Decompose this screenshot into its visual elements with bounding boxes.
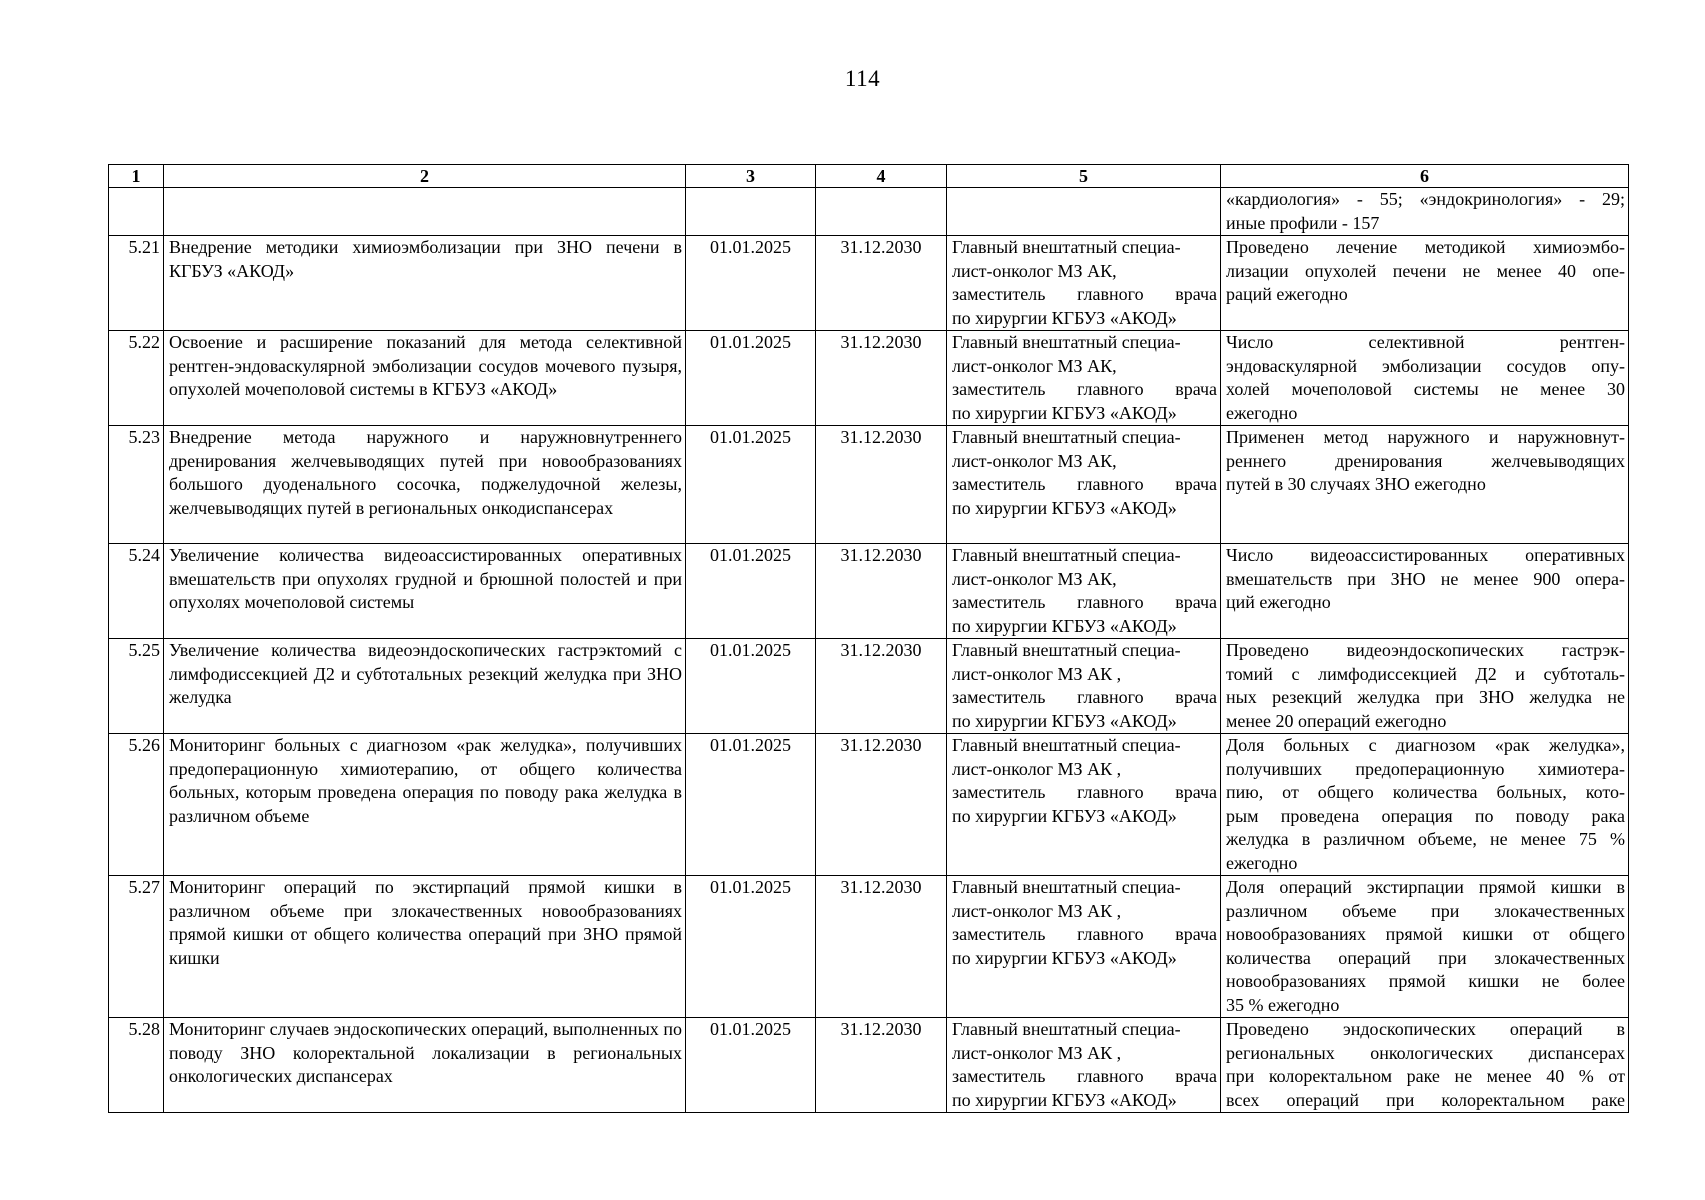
- result-line: томий с лимфодиссекцией Д2 и субтоталь-: [1226, 663, 1625, 684]
- result-line: при колоректальном раке не менее 40 % от: [1226, 1066, 1625, 1086]
- cell-start: 01.01.2025: [686, 331, 816, 426]
- cell-end: 31.12.2030: [816, 639, 947, 734]
- cell-end: 31.12.2030: [816, 426, 947, 544]
- responsible-line: по хирургии КГБУЗ «АКОД»: [952, 947, 1177, 968]
- cell-result: [1221, 639, 1629, 734]
- header-col-1: 1: [109, 165, 164, 188]
- result-line: путей в 30 случаях ЗНО ежегодно: [1226, 474, 1486, 494]
- cell-end: 31.12.2030: [816, 1018, 947, 1113]
- responsible-line: заместитель главного врача: [952, 687, 1217, 707]
- cell-result: [1221, 1018, 1629, 1113]
- cell-measure: Внедрение методики химиоэмболизации при ЗНО печени в КГБУЗ «АКОД»: [164, 236, 686, 331]
- cell-num: 5.23: [109, 426, 164, 544]
- responsible-line: лист-онколог МЗ АК,: [952, 450, 1117, 471]
- cell-num: 5.21: [109, 236, 164, 331]
- responsible-line: лист-онколог МЗ АК ,: [952, 900, 1122, 921]
- result-line: рым проведена операция по поводу рака: [1226, 805, 1625, 826]
- responsible-line: лист-онколог МЗ АК,: [952, 355, 1117, 376]
- cell-end: 31.12.2030: [816, 876, 947, 1018]
- page-number: 114: [844, 66, 881, 91]
- cell-end: 31.12.2030: [816, 544, 947, 639]
- cell-num: [109, 188, 164, 236]
- cell-responsible: [947, 639, 1221, 734]
- cell-num: 5.26: [109, 734, 164, 876]
- responsible-line: по хирургии КГБУЗ «АКОД»: [952, 710, 1177, 731]
- cell-responsible: [947, 544, 1221, 639]
- result-line: Проведено эндоскопических операций в: [1226, 1019, 1625, 1039]
- result-line: «кардиология» - 55; «эндокринология» - 29;: [1226, 189, 1625, 209]
- cell-end: 31.12.2030: [816, 331, 947, 426]
- result-line: менее 20 операций ежегодно: [1226, 710, 1447, 731]
- cell-end: 31.12.2030: [816, 236, 947, 331]
- continuation-row: [109, 188, 1629, 236]
- cell-measure: Мониторинг больных с диагнозом «рак желудка», получивших предоперационную химиотерапию, от общего количества больных, которым проведена операция по поводу рака желудка в различном объеме: [164, 734, 686, 876]
- responsible-line: по хирургии КГБУЗ «АКОД»: [952, 615, 1177, 636]
- responsible-line: Главный внештатный специа-: [952, 427, 1181, 447]
- result-line: количества операций при злокачественных: [1226, 947, 1625, 968]
- result-line: ежегодно: [1226, 852, 1298, 873]
- responsible-line: заместитель главного врача: [952, 284, 1217, 304]
- table-row: [109, 331, 1629, 426]
- responsible-line: заместитель главного врача: [952, 474, 1217, 494]
- responsible-line: заместитель главного врача: [952, 592, 1217, 612]
- responsible-line: лист-онколог МЗ АК ,: [952, 758, 1122, 779]
- header-row: [109, 165, 1629, 188]
- result-line: Число селективной рентген-: [1226, 332, 1625, 352]
- cell-end: 31.12.2030: [816, 734, 947, 876]
- table-row: [109, 1018, 1629, 1113]
- result-line: различном объеме при злокачественных: [1226, 900, 1625, 921]
- responsible-line: по хирургии КГБУЗ «АКОД»: [952, 805, 1177, 826]
- result-line: новообразованиях прямой кишки от общего: [1226, 924, 1625, 944]
- responsible-line: по хирургии КГБУЗ «АКОД»: [952, 497, 1177, 518]
- cell-end: [816, 188, 947, 236]
- cell-result: [1221, 188, 1629, 236]
- responsible-line: по хирургии КГБУЗ «АКОД»: [952, 1089, 1177, 1110]
- responsible-line: лист-онколог МЗ АК ,: [952, 1042, 1122, 1063]
- cell-start: 01.01.2025: [686, 1018, 816, 1113]
- responsible-line: Главный внештатный специа-: [952, 237, 1181, 257]
- table-row: [109, 876, 1629, 1018]
- result-line: лизации опухолей печени не менее 40 опе-: [1226, 260, 1625, 281]
- cell-measure: Увеличение количества видеоэндоскопических гастрэктомий с лимфодиссекцией Д2 и субтотальных резекций желудка при ЗНО желудка: [164, 639, 686, 734]
- result-line: ных резекций желудка при ЗНО желудка не: [1226, 687, 1625, 707]
- cell-measure: Увеличение количества видеоассистированных оперативных вмешательств при опухолях грудной и брюшной полостей и при опухолях мочеполовой системы: [164, 544, 686, 639]
- responsible-line: Главный внештатный специа-: [952, 640, 1181, 660]
- result-line: Число видеоассистированных оперативных: [1226, 545, 1625, 565]
- cell-start: 01.01.2025: [686, 426, 816, 544]
- table-row: [109, 639, 1629, 734]
- result-line: Доля операций экстирпации прямой кишки в: [1226, 877, 1625, 897]
- cell-result: [1221, 734, 1629, 876]
- cell-num: 5.25: [109, 639, 164, 734]
- measures-table: [108, 164, 1629, 1113]
- responsible-line: заместитель главного врача: [952, 924, 1217, 944]
- responsible-line: заместитель главного врача: [952, 782, 1217, 802]
- result-line: ежегодно: [1226, 402, 1298, 423]
- responsible-line: заместитель главного врача: [952, 379, 1217, 399]
- result-line: холей мочеполовой системы не менее 30: [1226, 379, 1625, 399]
- cell-result: [1221, 236, 1629, 331]
- cell-start: 01.01.2025: [686, 876, 816, 1018]
- cell-responsible: [947, 331, 1221, 426]
- responsible-line: Главный внештатный специа-: [952, 1019, 1181, 1039]
- cell-measure: Освоение и расширение показаний для метода селективной рентген-эндоваскулярной эмболизации сосудов мочевого пузыря, опухолей мочеполовой системы в КГБУЗ «АКОД»: [164, 331, 686, 426]
- result-line: Проведено лечение методикой химиоэмбо-: [1226, 237, 1625, 257]
- result-line: Доля больных с диагнозом «рак желудка»,: [1226, 735, 1625, 755]
- table-row: [109, 544, 1629, 639]
- header-col-2: 2: [164, 165, 686, 188]
- result-line: ций ежегодно: [1226, 592, 1331, 612]
- cell-measure: Мониторинг случаев эндоскопических операций, выполненных по поводу ЗНО колоректальной локализации в региональных онкологических диспансерах: [164, 1018, 686, 1113]
- result-line: пию, от общего количества больных, кото-: [1226, 782, 1625, 802]
- cell-responsible: [947, 876, 1221, 1018]
- table-row: [109, 734, 1629, 876]
- cell-start: 01.01.2025: [686, 236, 816, 331]
- result-line: региональных онкологических диспансерах: [1226, 1042, 1625, 1063]
- cell-num: 5.27: [109, 876, 164, 1018]
- cell-measure: Внедрение метода наружного и наружновнутреннего дренирования желчевыводящих путей при новообразованиях большого дуоденального сосочка, поджелудочной железы, желчевыводящих путей в региональных онкодиспансерах: [164, 426, 686, 544]
- responsible-line: лист-онколог МЗ АК,: [952, 568, 1117, 589]
- cell-result: [1221, 876, 1629, 1018]
- responsible-line: по хирургии КГБУЗ «АКОД»: [952, 402, 1177, 423]
- result-line: иные профили - 157: [1226, 212, 1380, 233]
- result-line: раций ежегодно: [1226, 284, 1348, 304]
- result-line: Применен метод наружного и наружновнут-: [1226, 427, 1625, 447]
- result-line: получивших предоперационную химиотера-: [1226, 758, 1625, 779]
- cell-responsible: [947, 188, 1221, 236]
- responsible-line: лист-онколог МЗ АК ,: [952, 663, 1122, 684]
- header-col-6: 6: [1221, 165, 1629, 188]
- table-row: [109, 236, 1629, 331]
- responsible-line: Главный внештатный специа-: [952, 877, 1181, 897]
- cell-start: [686, 188, 816, 236]
- cell-responsible: [947, 734, 1221, 876]
- cell-start: 01.01.2025: [686, 544, 816, 639]
- result-line: 35 % ежегодно: [1226, 994, 1340, 1015]
- responsible-line: по хирургии КГБУЗ «АКОД»: [952, 307, 1177, 328]
- responsible-line: лист-онколог МЗ АК,: [952, 260, 1117, 281]
- cell-result: [1221, 426, 1629, 544]
- result-line: вмешательств при ЗНО не менее 900 опера-: [1226, 568, 1625, 589]
- cell-start: 01.01.2025: [686, 734, 816, 876]
- result-line: реннего дренирования желчевыводящих: [1226, 450, 1625, 471]
- cell-responsible: [947, 236, 1221, 331]
- responsible-line: Главный внештатный специа-: [952, 332, 1181, 352]
- cell-responsible: [947, 426, 1221, 544]
- responsible-line: заместитель главного врача: [952, 1066, 1217, 1086]
- cell-measure: Мониторинг операций по экстирпаций прямой кишки в различном объеме при злокачественных новообразованиях прямой кишки от общего количества операций при ЗНО прямой кишки: [164, 876, 686, 1018]
- header-col-4: 4: [816, 165, 947, 188]
- cell-result: [1221, 331, 1629, 426]
- cell-num: 5.28: [109, 1018, 164, 1113]
- cell-result: [1221, 544, 1629, 639]
- result-line: всех операций при колоректальном раке: [1226, 1089, 1625, 1110]
- table-row: [109, 426, 1629, 544]
- cell-num: 5.24: [109, 544, 164, 639]
- result-line: эндоваскулярной эмболизации сосудов опу-: [1226, 355, 1625, 376]
- result-line: новообразованиях прямой кишки не более: [1226, 971, 1625, 991]
- cell-num: 5.22: [109, 331, 164, 426]
- responsible-line: Главный внештатный специа-: [952, 735, 1181, 755]
- result-line: желудка в различном объеме, не менее 75 %: [1226, 829, 1625, 849]
- cell-responsible: [947, 1018, 1221, 1113]
- responsible-line: Главный внештатный специа-: [952, 545, 1181, 565]
- cell-measure: [164, 188, 686, 236]
- header-col-5: 5: [947, 165, 1221, 188]
- result-line: Проведено видеоэндоскопических гастрэк-: [1226, 640, 1625, 660]
- cell-start: 01.01.2025: [686, 639, 816, 734]
- header-col-3: 3: [686, 165, 816, 188]
